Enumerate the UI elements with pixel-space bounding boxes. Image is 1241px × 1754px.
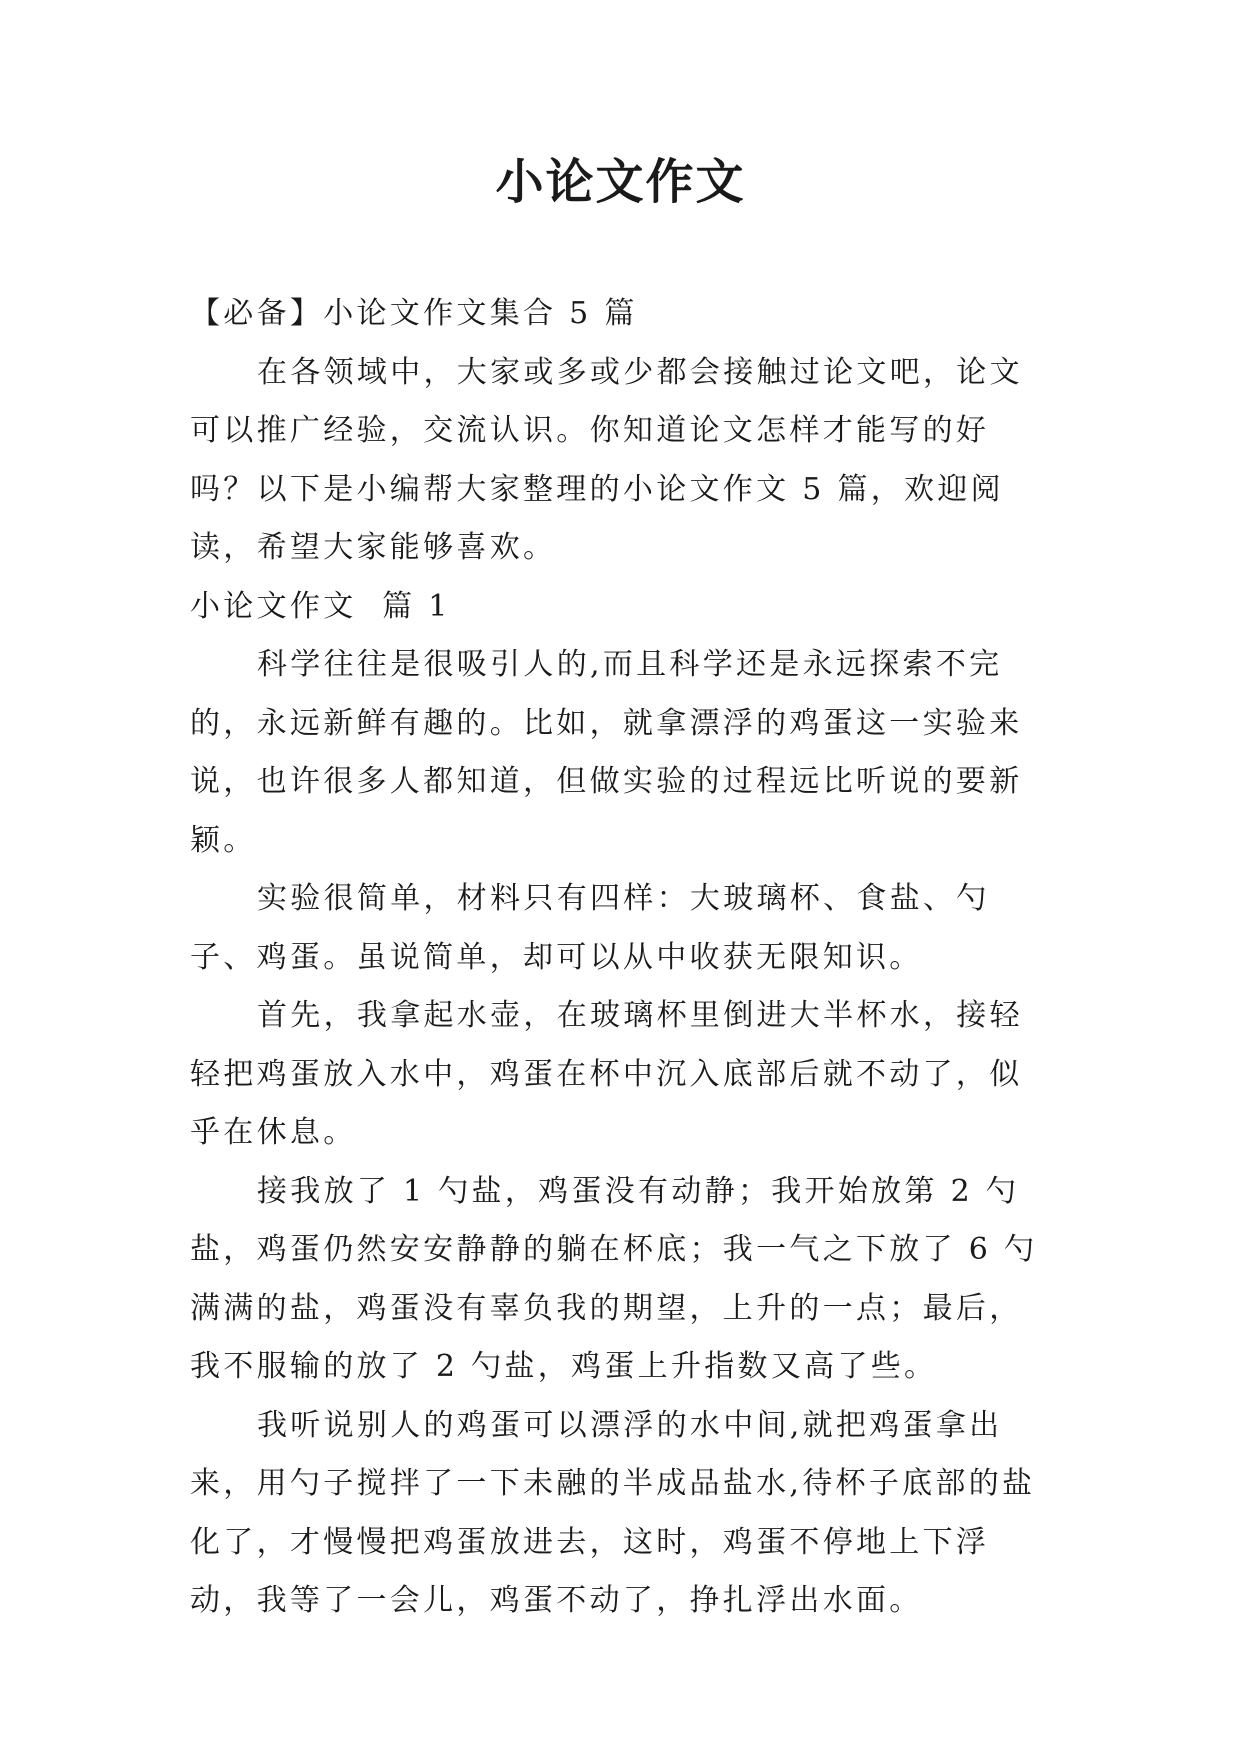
document-title: 小论文作文 <box>495 154 746 210</box>
intro-paragraph: 在各领域中，大家或多或少都会接触过论文吧，论文可以推广经验，交流认识。你知道论文怎样才能写的好吗？以下是小编帮大家整理的小论文作文 5 篇，欢迎阅读，希望大家能够喜欢。 <box>190 354 1023 565</box>
body-paragraph: 首先，我拿起水壶，在玻璃杯里倒进大半杯水，接轻轻把鸡蛋放入水中，鸡蛋在杯中沉入底部后就不动了，似乎在休息。 <box>190 998 1023 1150</box>
body-paragraph: 我听说别人的鸡蛋可以漂浮的水中间,就把鸡蛋拿出来，用勺子搅拌了一下未融的半成品盐水,待杯子底部的盐化了，才慢慢把鸡蛋放进去，这时，鸡蛋不停地上下浮动，我等了一会儿，鸡蛋不动了，挣扎浮出水面。 <box>190 1407 1036 1618</box>
body-paragraph: 科学往往是很吸引人的,而且科学还是永远探索不完的，永远新鲜有趣的。比如，就拿漂浮的鸡蛋这一实验来说，也许很多人都知道，但做实验的过程远比听说的要新颖。 <box>190 647 1023 858</box>
document-body <box>190 285 1052 1631</box>
body-paragraph: 接我放了 1 勺盐，鸡蛋没有动静；我开始放第 2 勺盐，鸡蛋仍然安安静静的躺在杯底；我一气之下放了 6 勺满满的盐，鸡蛋没有辜负我的期望，上升的一点；最后，我不服输的放了 2 勺盐，鸡蛋上升指数又高了些。 <box>190 1173 1038 1384</box>
document-subtitle: 【必备】小论文作文集合 5 篇 <box>190 296 638 331</box>
section-heading: 小论文作文 篇 1 <box>190 588 451 624</box>
body-paragraph: 实验很简单，材料只有四样：大玻璃杯、食盐、勺子、鸡蛋。虽说简单，却可以从中收获无限知识。 <box>190 881 990 975</box>
